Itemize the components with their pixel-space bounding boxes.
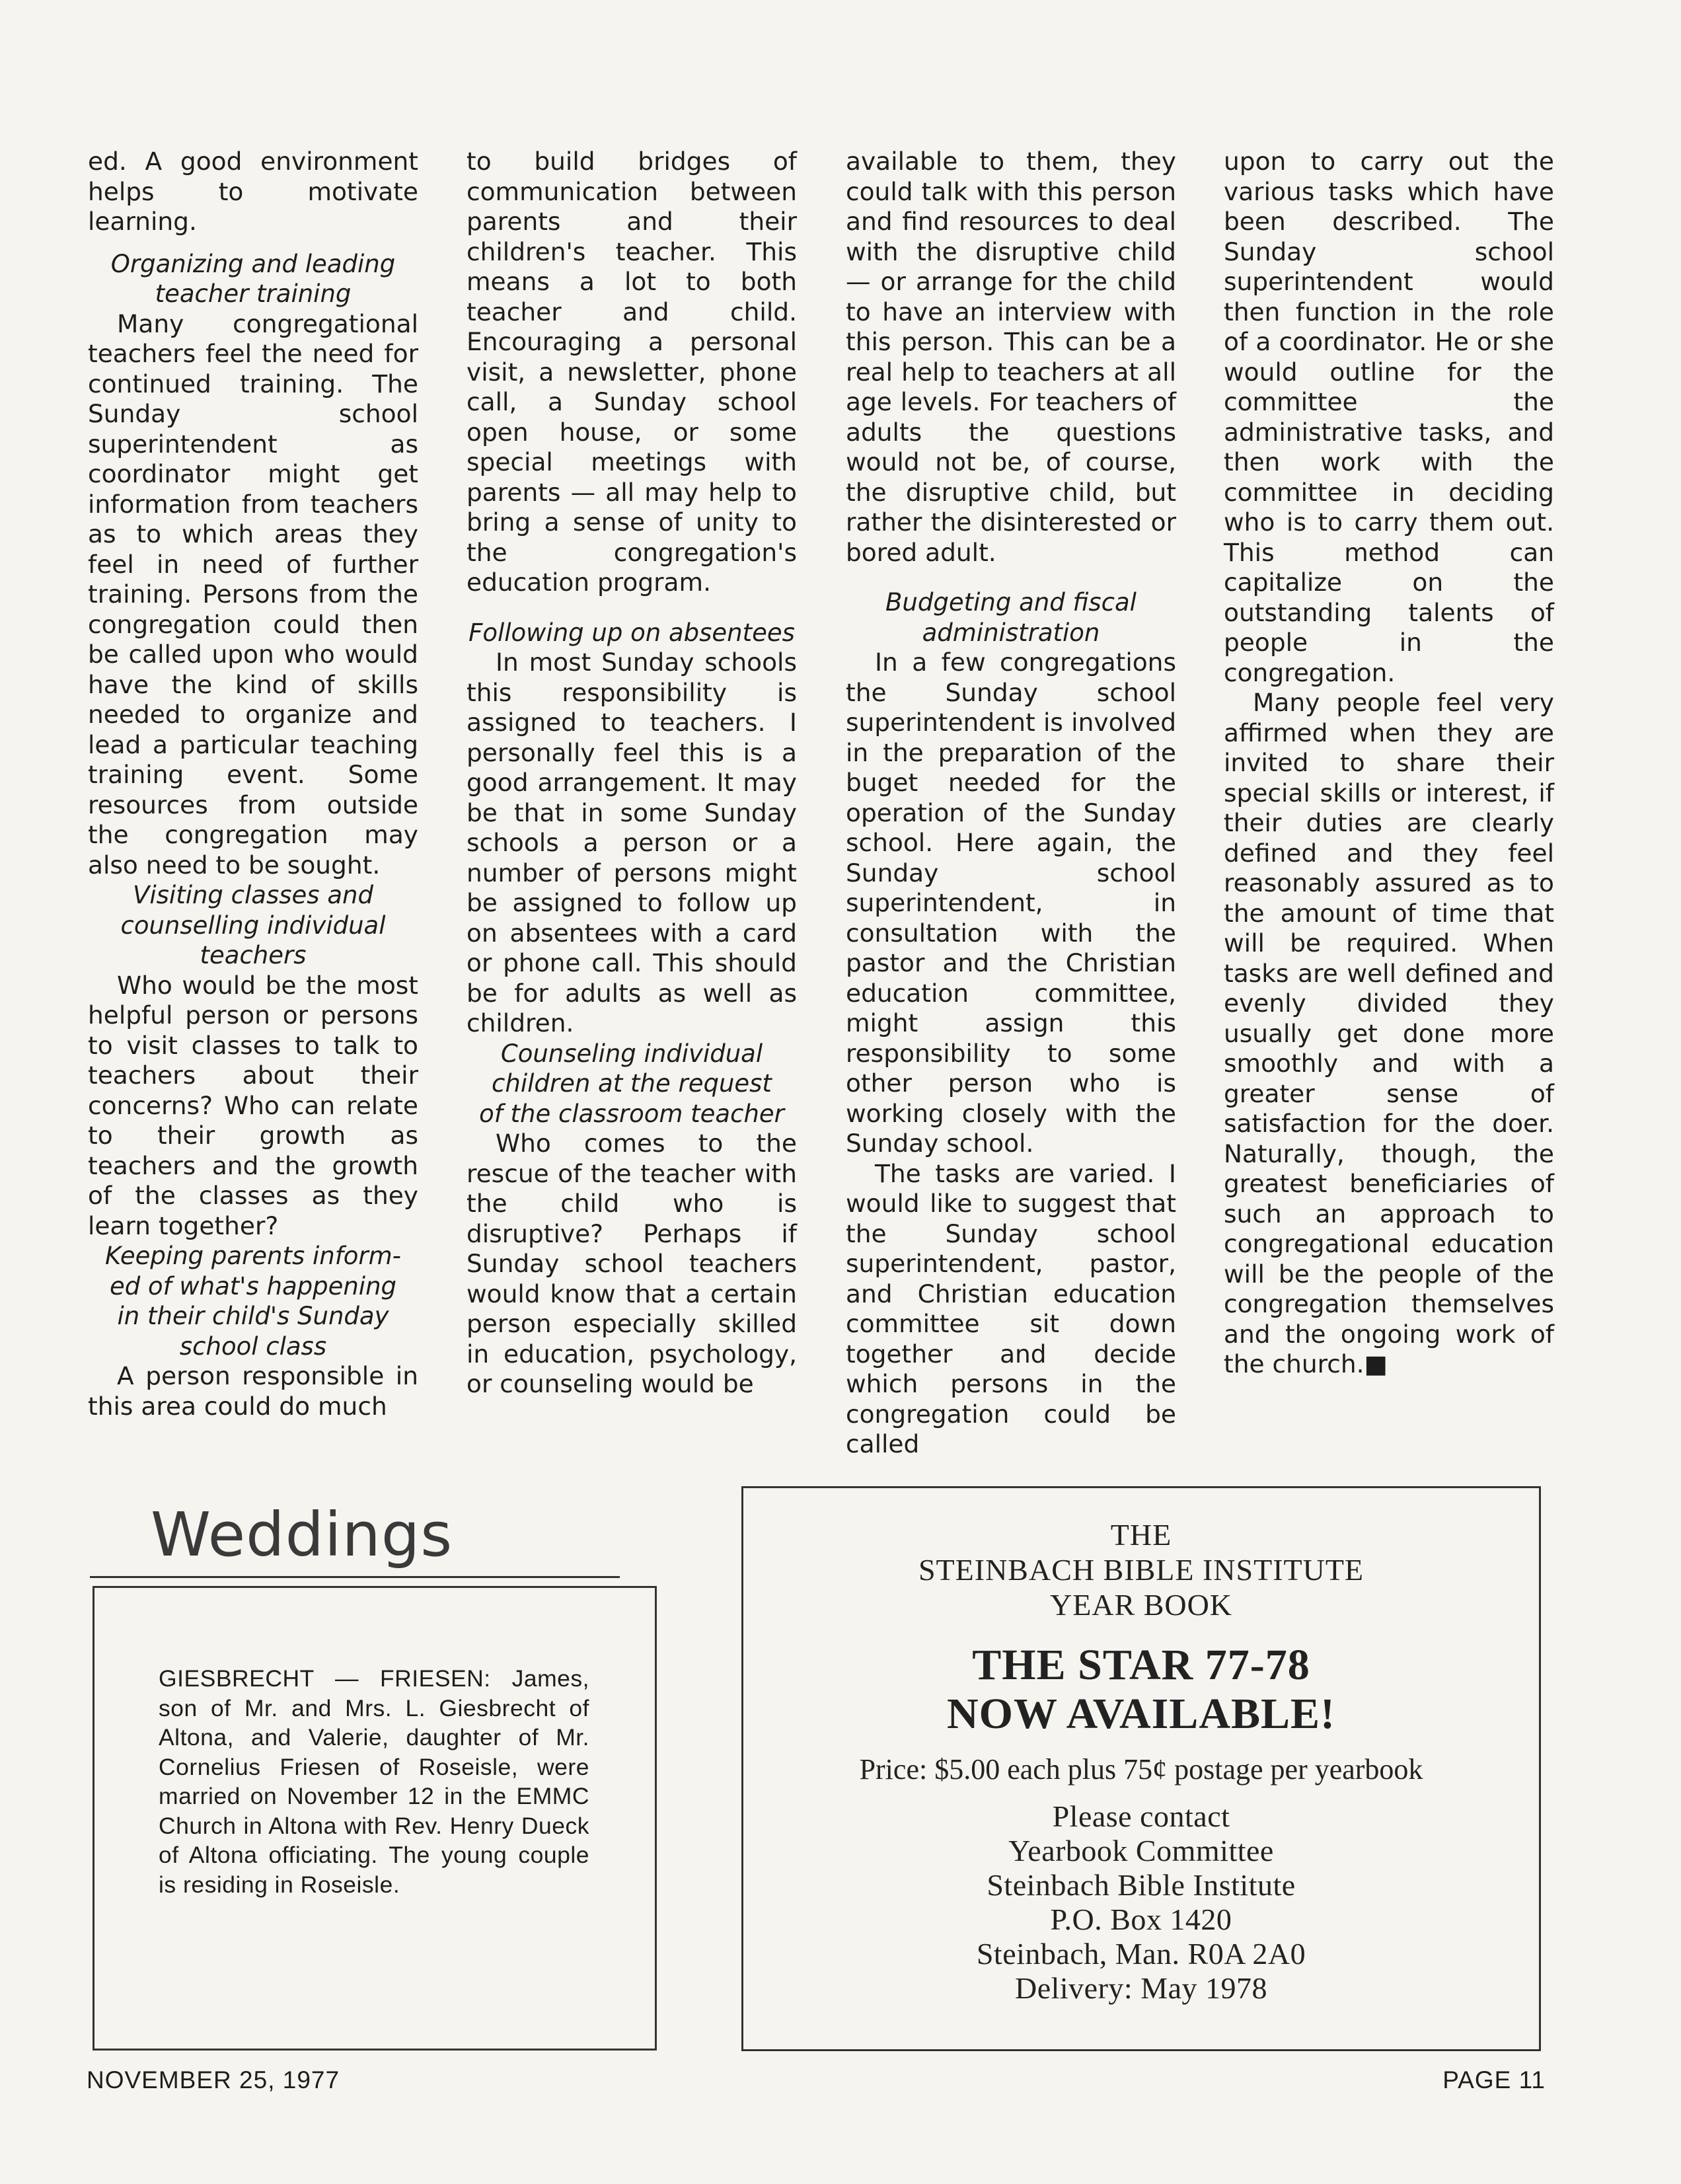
paragraph: upon to carry out the various tasks which have been described. The Sunday school superintendent would then function in the role of a coordinator. He or she would outline for the committee the administrative tasks, and then work with the committee in deciding who is to carry them out. This method can capitalize on the outstanding talents of people in the congregation. (1224, 147, 1554, 687)
subheading-following-up-absentees: Following up on absentees (468, 618, 795, 647)
subheading-teacher-training: Organizing and leading teacher training (110, 249, 396, 308)
ad-price: Price: $5.00 each plus 75¢ postage per yearbook (859, 1753, 1423, 1786)
ad-line: THE (1110, 1518, 1172, 1552)
paragraph: In a few congregations the Sunday school superintendent is involved in the preparation of the buget needed for the operation of the Sunday school. Here again, the Sunday school superintendent, in consultation with the pastor and the Christian education committee, might assign this responsibility to some other person who is working closely with the Sunday school. (846, 648, 1176, 1158)
subheading-budgeting: Budgeting and fiscal administration (885, 588, 1137, 647)
paragraph: to build bridges of communication between parents and their children's teacher. This means a lot to both teacher and child. Encouraging a personal visit, a newsletter, phone call, a Sunday school open house, or some special meetings with parents — all may help to bring a sense of unity to the congregation's education program. (467, 147, 797, 597)
weddings-divider (90, 1576, 620, 1578)
paragraph: Many people feel very affirmed when they are invited to share their special skills or interest, if their duties are clearly defined and they feel reasonably assured as to the amount of time that will be required. When tasks are well defined and evenly divided they usually get done more smoothly and with a greater sense of satisfaction for the doer. Naturally, though, the greatest beneficiaries of such an approach to congregational education will be the people of the congregation themselves and the ongoing work of the church.■ (1224, 688, 1554, 1378)
subheading-counseling-children: Counseling individual children at the request of the classroom teacher (479, 1039, 784, 1128)
paragraph: Who would be the most helpful person or persons to visit classes to talk to teachers about their concerns? Who can relate to their growth as teachers and the growth of the classes as they learn together? (88, 970, 418, 1240)
wedding-announcement: GIESBRECHT — FRIESEN: James, son of Mr. and Mrs. L. Giesbrecht of Altona, and Valerie, daughter of Mr. Cornelius Friesen of Roseisle, were married on November 12 in the EMMC Church in Altona with Rev. Henry Dueck of Altona officiating. The young couple is residing in Roseisle. (159, 1665, 589, 1898)
footer-date: NOVEMBER 25, 1977 (87, 2066, 340, 2093)
subheading-visiting-classes: Visiting classes and counselling individual teachers (120, 881, 386, 969)
paragraph: The tasks are varied. I would like to suggest that the Sunday school superintendent, pastor, and Christian education committee sit down together and decide which persons in the congregation could be called (846, 1158, 1176, 1458)
article-column-2 (467, 147, 797, 1400)
footer-page-number: PAGE 11 (1442, 2066, 1546, 2093)
paragraph: Who comes to the rescue of the teacher with the child who is disruptive? Perhaps if Sunday school teachers would know that a certain person especially skilled in education, psychology, or counseling would be (467, 1129, 797, 1398)
ad-contact-block: Please contact Yearbook Committee Steinbach Bible Institute P.O. Box 1420 Steinbach, Man. R0A 2A0 Delivery: May 1978 (976, 1799, 1306, 2005)
end-mark: ■ (1364, 1349, 1388, 1378)
article-column-4 (1224, 147, 1554, 1380)
paragraph: A person responsible in this area could do much (88, 1361, 418, 1421)
article-column-3 (846, 147, 1176, 1460)
paragraph: ed. A good environment helps to motivate learning. (88, 147, 418, 236)
subheading-keeping-parents-informed: Keeping parents inform- ed of what's happening in their child's Sunday school class (104, 1242, 402, 1361)
paragraph: available to them, they could talk with this person and find resources to deal with the disruptive child — or arrange for the child to have an interview with this person. This can be a real help to teachers at all age levels. For teachers of adults the questions would not be, of course, the disruptive child, but rather the disinterested or bored adult. (846, 147, 1176, 567)
ad-institute-name: STEINBACH BIBLE INSTITUTE (918, 1553, 1364, 1587)
ad-line: YEAR BOOK (1049, 1588, 1233, 1622)
yearbook-advertisement (741, 1486, 1541, 2051)
ad-headline: THE STAR 77-78 NOW AVAILABLE! (946, 1641, 1336, 1738)
article-column-1 (88, 147, 418, 1421)
weddings-heading: Weddings (151, 1499, 453, 1570)
paragraph: Many congregational teachers feel the need for continued training. The Sunday school superintendent as coordinator might get information from teachers as to which areas they feel in need of further training. Persons from the congregation could then be called upon who would have the kind of skills needed to organize and lead a particular teaching training event. Some resources from outside the congregation may also need to be sought. (88, 309, 418, 880)
paragraph: In most Sunday schools this responsibility is assigned to teachers. I personally feel this is a good arrangement. It may be that in some Sunday schools a person or a number of persons might be assigned to follow up on absentees with a card or phone call. This should be for adults as well as children. (467, 648, 797, 1037)
